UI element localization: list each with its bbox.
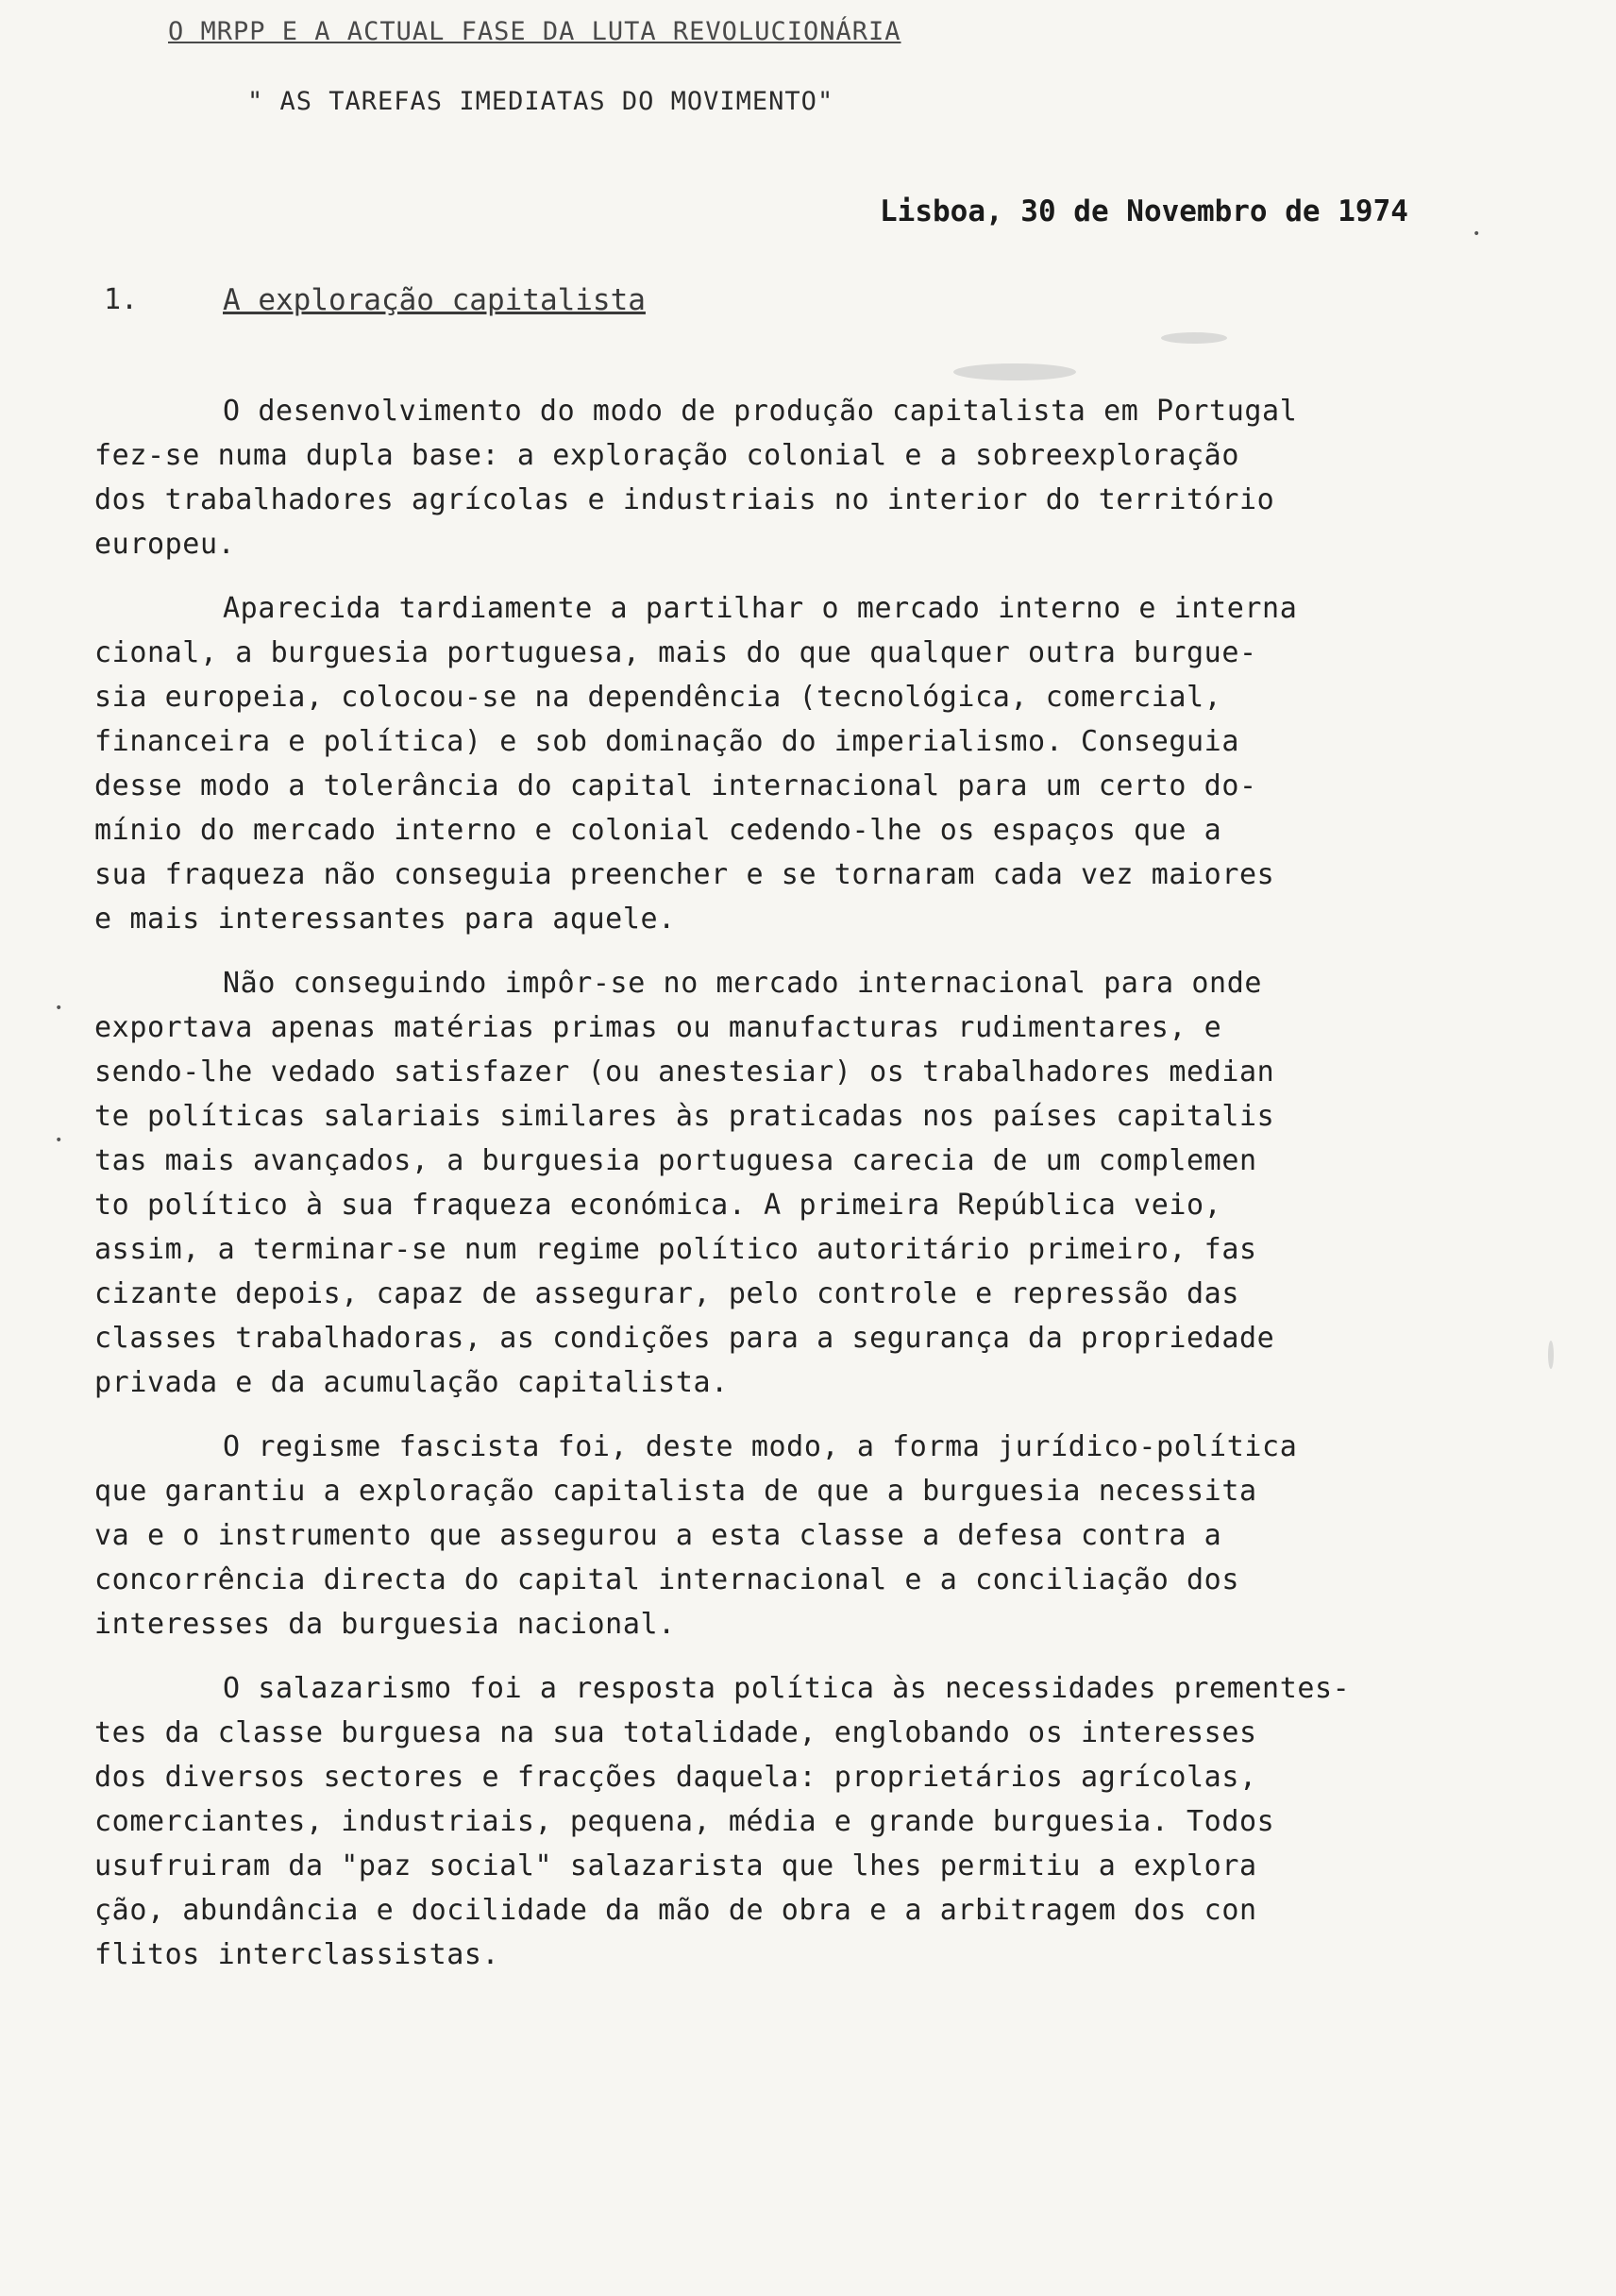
paragraph-line: sia europeia, colocou-se na dependência (tecnológica, comercial, — [94, 681, 1222, 714]
margin-dot: • — [55, 1133, 63, 1148]
paragraph-line: dos diversos sectores e fracções daquela: proprietários agrícolas, — [94, 1761, 1257, 1794]
paragraph-line: ção, abundância e docilidade da mão de obra e a arbitragem dos con — [94, 1894, 1257, 1927]
paragraph-line: sua fraqueza não conseguia preencher e se tornaram cada vez maiores — [94, 858, 1275, 891]
paragraph-line: O desenvolvimento do modo de produção capitalista em Portugal — [223, 395, 1298, 428]
paragraph — [94, 1425, 1520, 1646]
paragraph — [94, 389, 1520, 566]
paragraph-line: sendo-lhe vedado satisfazer (ou anestesiar) os trabalhadores median — [94, 1055, 1275, 1089]
scan-speckle — [1548, 1341, 1554, 1369]
paragraph-line: te políticas salariais similares às praticadas nos países capitalis — [94, 1100, 1275, 1133]
paragraph-line: Não conseguindo impôr-se no mercado internacional para onde — [223, 967, 1263, 1000]
paragraph-line: que garantiu a exploração capitalista de que a burguesia necessita — [94, 1475, 1257, 1508]
paragraph-line: classes trabalhadoras, as condições para a segurança da propriedade — [94, 1322, 1275, 1355]
section-title: A exploração capitalista — [223, 283, 646, 317]
paragraph-line: assim, a terminar-se num regime político autoritário primeiro, fas — [94, 1233, 1257, 1266]
paragraph-line: fez-se numa dupla base: a exploração colonial e a sobreexploração — [94, 439, 1239, 472]
document-date: Lisboa, 30 de Novembro de 1974 — [880, 194, 1408, 228]
scan-speckle — [1161, 332, 1227, 344]
paragraph — [94, 1666, 1520, 1977]
paragraph-line: cional, a burguesia portuguesa, mais do que qualquer outra burgue- — [94, 636, 1257, 669]
paragraph-line: tes da classe burguesa na sua totalidade, englobando os interesses — [94, 1716, 1257, 1749]
body-text — [94, 389, 1520, 1997]
paragraph-line: flitos interclassistas. — [94, 1938, 500, 1971]
paragraph-line: exportava apenas matérias primas ou manufacturas rudimentares, e — [94, 1011, 1222, 1044]
margin-dot: • — [55, 1001, 63, 1016]
paragraph-line: interesses da burguesia nacional. — [94, 1608, 676, 1641]
paragraph-line: Aparecida tardiamente a partilhar o mercado interno e interna — [223, 592, 1298, 625]
paragraph-line: usufruiram da "paz social" salazarista que lhes permitiu a explora — [94, 1849, 1257, 1882]
paragraph-line: e mais interessantes para aquele. — [94, 903, 676, 936]
paragraph — [94, 961, 1520, 1405]
paragraph-line: O salazarismo foi a resposta política às necessidades prementes- — [223, 1672, 1351, 1705]
paragraph-line: to político à sua fraqueza económica. A primeira República veio, — [94, 1189, 1222, 1222]
paragraph-line: desse modo a tolerância do capital internacional para um certo do- — [94, 769, 1257, 802]
paragraph — [94, 586, 1520, 941]
paragraph-line: europeu. — [94, 528, 236, 561]
paragraph-line: mínio do mercado interno e colonial cedendo-lhe os espaços que a — [94, 814, 1222, 847]
paragraph-line: financeira e política) e sob dominação do imperialismo. Conseguia — [94, 725, 1239, 758]
paragraph-line: O regisme fascista foi, deste modo, a forma jurídico-política — [223, 1430, 1298, 1463]
scan-speckle — [953, 363, 1076, 380]
paragraph-line: comerciantes, industriais, pequena, média e grande burguesia. Todos — [94, 1805, 1275, 1838]
paragraph-line: cizante depois, capaz de assegurar, pelo controle e repressão das — [94, 1277, 1239, 1310]
document-title: O MRPP E A ACTUAL FASE DA LUTA REVOLUCIONÁRIA — [168, 17, 901, 46]
paragraph-line: va e o instrumento que assegurou a esta classe a defesa contra a — [94, 1519, 1222, 1552]
section-number: 1. — [104, 283, 139, 316]
margin-dot: • — [1473, 227, 1481, 242]
paragraph-line: tas mais avançados, a burguesia portuguesa carecia de um complemen — [94, 1144, 1257, 1177]
document-subtitle: " AS TAREFAS IMEDIATAS DO MOVIMENTO" — [247, 87, 834, 116]
paragraph-line: concorrência directa do capital internacional e a conciliação dos — [94, 1563, 1239, 1596]
paragraph-line: dos trabalhadores agrícolas e industriais no interior do território — [94, 483, 1275, 516]
paragraph-line: privada e da acumulação capitalista. — [94, 1366, 729, 1399]
